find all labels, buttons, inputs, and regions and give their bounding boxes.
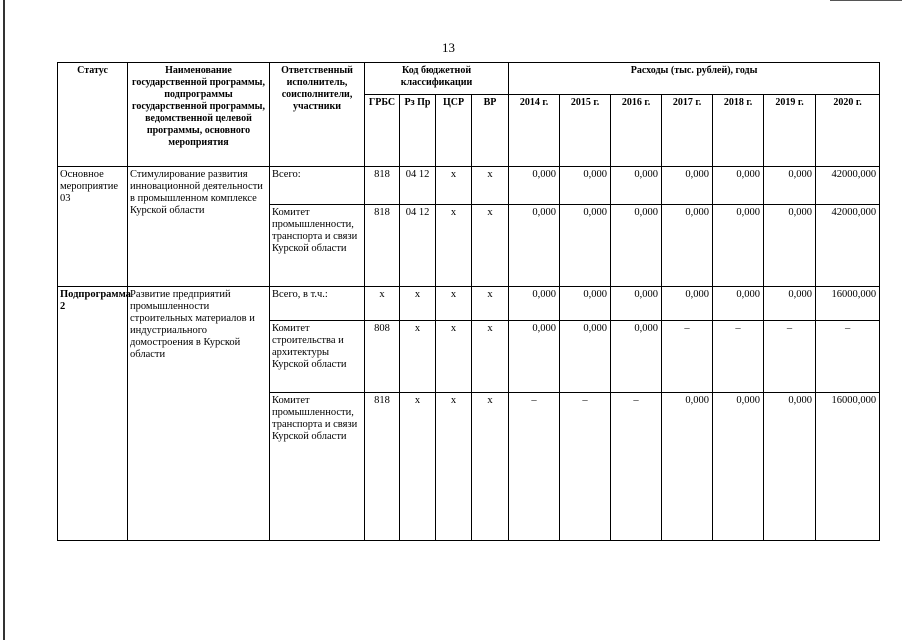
- header-code-csr: ЦСР: [436, 95, 472, 167]
- executor-cell: Всего:: [270, 167, 365, 205]
- header-year-2019: 2019 г.: [764, 95, 816, 167]
- grbs-cell: 818: [365, 167, 400, 205]
- table-row: [58, 167, 880, 205]
- value-cell: 0,000: [713, 287, 764, 321]
- value-cell: 42000,000: [816, 205, 880, 287]
- value-cell: –: [560, 393, 611, 541]
- csr-cell: x: [436, 205, 472, 287]
- vr-cell: x: [472, 205, 509, 287]
- executor-cell: Комитет промышленности, транспорта и связи Курской области: [270, 205, 365, 287]
- value-cell: 0,000: [764, 205, 816, 287]
- rzpr-cell: x: [400, 393, 436, 541]
- value-cell: 0,000: [662, 205, 713, 287]
- value-cell: 0,000: [509, 167, 560, 205]
- program-name-cell: Развитие предприятий промышленности строительных материалов и индустриального домостроения в Курской области: [128, 287, 270, 541]
- value-cell: 0,000: [560, 321, 611, 393]
- header-year-2020: 2020 г.: [816, 95, 880, 167]
- vr-cell: x: [472, 167, 509, 205]
- grbs-cell: x: [365, 287, 400, 321]
- status-cell: Подпрограмма 2: [58, 287, 128, 541]
- executor-cell: Комитет строительства и архитектуры Курской области: [270, 321, 365, 393]
- value-cell: –: [509, 393, 560, 541]
- rzpr-cell: x: [400, 287, 436, 321]
- header-expenses: Расходы (тыс. рублей), годы: [509, 63, 880, 95]
- value-cell: 16000,000: [816, 393, 880, 541]
- page-number: 13: [442, 40, 455, 55]
- value-cell: 42000,000: [816, 167, 880, 205]
- value-cell: 0,000: [560, 167, 611, 205]
- grbs-cell: 808: [365, 321, 400, 393]
- value-cell: –: [816, 321, 880, 393]
- value-cell: 0,000: [764, 393, 816, 541]
- value-cell: 0,000: [509, 287, 560, 321]
- header-status: Статус: [58, 63, 128, 167]
- value-cell: 0,000: [509, 321, 560, 393]
- header-year-2018: 2018 г.: [713, 95, 764, 167]
- vr-cell: x: [472, 393, 509, 541]
- value-cell: 0,000: [662, 167, 713, 205]
- grbs-cell: 818: [365, 205, 400, 287]
- header-name: Наименование государственной программы, подпрограммы государственной программы, ведомственной целевой программы, основного мероприятия: [128, 63, 270, 167]
- value-cell: 0,000: [611, 287, 662, 321]
- program-name-cell: Стимулирование развития инновационной деятельности в промышленном комплексе Курской области: [128, 167, 270, 287]
- value-cell: 0,000: [560, 205, 611, 287]
- executor-cell: Комитет промышленности, транспорта и связи Курской области: [270, 393, 365, 541]
- header-year-2014: 2014 г.: [509, 95, 560, 167]
- value-cell: 0,000: [509, 205, 560, 287]
- value-cell: 16000,000: [816, 287, 880, 321]
- value-cell: –: [713, 321, 764, 393]
- header-code-rzpr: Рз Пр: [400, 95, 436, 167]
- csr-cell: x: [436, 321, 472, 393]
- vr-cell: x: [472, 321, 509, 393]
- value-cell: 0,000: [713, 167, 764, 205]
- header-year-2015: 2015 г.: [560, 95, 611, 167]
- value-cell: –: [611, 393, 662, 541]
- value-cell: 0,000: [662, 393, 713, 541]
- grbs-cell: 818: [365, 393, 400, 541]
- rzpr-cell: 04 12: [400, 205, 436, 287]
- status-cell: Основное мероприятие 03: [58, 167, 128, 287]
- value-cell: 0,000: [560, 287, 611, 321]
- value-cell: 0,000: [764, 287, 816, 321]
- value-cell: 0,000: [713, 393, 764, 541]
- value-cell: 0,000: [611, 205, 662, 287]
- header-executor: Ответственный исполнитель, соисполнители, участники: [270, 63, 365, 167]
- header-code-vr: ВР: [472, 95, 509, 167]
- value-cell: –: [764, 321, 816, 393]
- table-row: [58, 287, 880, 321]
- csr-cell: x: [436, 393, 472, 541]
- page-left-border: [3, 0, 5, 640]
- value-cell: 0,000: [611, 167, 662, 205]
- page-top-rule: [830, 0, 902, 1]
- value-cell: 0,000: [611, 321, 662, 393]
- header-budget-code: Код бюджетной классификации: [365, 63, 509, 95]
- header-code-grbs: ГРБС: [365, 95, 400, 167]
- value-cell: 0,000: [713, 205, 764, 287]
- value-cell: –: [662, 321, 713, 393]
- rzpr-cell: x: [400, 321, 436, 393]
- vr-cell: x: [472, 287, 509, 321]
- executor-cell: Всего, в т.ч.:: [270, 287, 365, 321]
- header-year-2017: 2017 г.: [662, 95, 713, 167]
- csr-cell: x: [436, 287, 472, 321]
- value-cell: 0,000: [764, 167, 816, 205]
- header-year-2016: 2016 г.: [611, 95, 662, 167]
- budget-table: [57, 62, 880, 541]
- value-cell: 0,000: [662, 287, 713, 321]
- csr-cell: x: [436, 167, 472, 205]
- rzpr-cell: 04 12: [400, 167, 436, 205]
